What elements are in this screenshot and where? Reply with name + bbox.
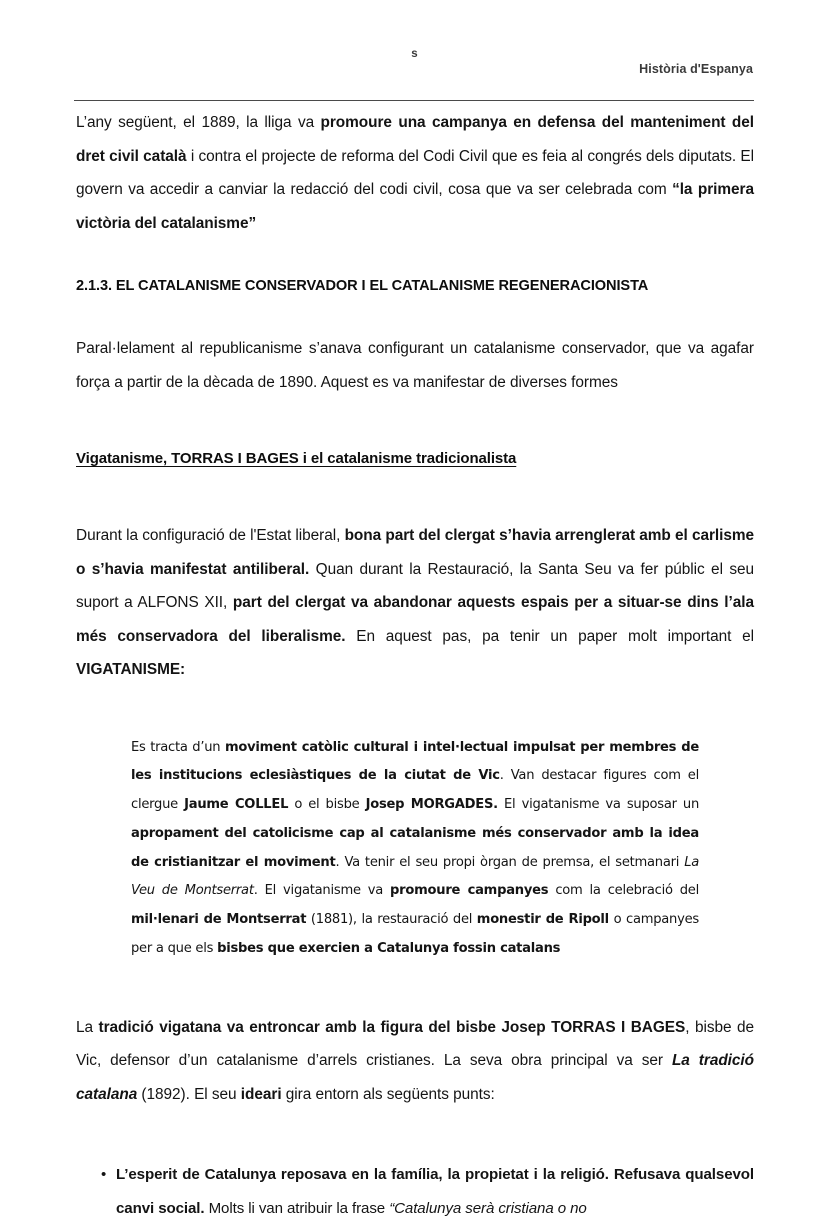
clergy-segment-5: En aquest pas, pa tenir un paper molt important el bbox=[345, 627, 754, 645]
document-body bbox=[76, 106, 754, 1225]
quote-segment-12-bold: promoure campanyes bbox=[390, 883, 549, 899]
quote-segment-9: . Va tenir el seu propi òrgan de premsa, el setmanari bbox=[335, 854, 685, 870]
page-number: s bbox=[411, 48, 418, 60]
spacer bbox=[76, 505, 754, 519]
bullet-segment-1-bold: L’esperit de Catalunya reposava en la família, la propietat i la religió. Refusava qualsevol canvi social. bbox=[116, 1166, 754, 1217]
quote-segment-11: . El vigatanisme va bbox=[253, 883, 391, 899]
quote-segment-18-bold: bisbes que exercien a Catalunya fossin catalans bbox=[217, 941, 561, 957]
section-heading-2-1-3: 2.1.3. EL CATALANISME CONSERVADOR I EL CATALANISME REGENERACIONISTA bbox=[76, 278, 649, 294]
bullet-segment-2: Molts li van atribuir la frase bbox=[204, 1199, 390, 1217]
spacer bbox=[76, 997, 754, 1011]
page-header bbox=[76, 44, 753, 86]
quote-segment-7: El vigatanisme va suposar un bbox=[497, 797, 699, 813]
quote-segment-16-bold: monestir de Ripoll bbox=[476, 912, 609, 928]
spacer bbox=[76, 472, 754, 505]
quote-segment-1: Es tracta d’un bbox=[131, 739, 225, 755]
intro-segment-4-bold: “la primera victòria del catalanisme” bbox=[76, 181, 754, 232]
quote-segment-17: o campanyes per a que els bbox=[131, 912, 699, 957]
spacer bbox=[76, 432, 754, 446]
intro-segment-1: L’any següent, el 1889, la lliga va bbox=[76, 114, 321, 131]
quote-segment-13: com la celebració del bbox=[548, 883, 699, 899]
torras-segment-2-bold: tradició vigatana va entroncar amb la figura del bisbe Josep TORRAS I BAGES bbox=[98, 1018, 686, 1036]
spacer bbox=[76, 687, 754, 720]
torras-segment-5: (1892). El seu bbox=[137, 1085, 241, 1103]
torras-segment-7: gira entorn als següents punts: bbox=[281, 1085, 495, 1103]
quote-segment-4-bold: Jaume COLLEL bbox=[184, 797, 289, 813]
ideari-bullet-list bbox=[76, 1158, 754, 1225]
intro-segment-3: i contra el projecte de reforma del Codi Civil que es feia al congrés dels diputats. El govern va accedir a canviar la redacció del codi civil, cosa que va ser celebrada com bbox=[76, 147, 754, 198]
list-item bbox=[76, 1158, 754, 1225]
quote-paragraph bbox=[131, 734, 699, 964]
quote-segment-8-bold: apropament del catolicisme cap al catalanisme més conservador amb la idea de cristianitzar el moviment bbox=[131, 825, 699, 870]
torras-segment-4-italic: La tradició catalana bbox=[76, 1052, 754, 1103]
header-document-title: Història d'Espanya bbox=[639, 62, 753, 76]
quote-segment-14-bold: mil·lenari de Montserrat bbox=[131, 912, 307, 928]
torras-segment-1: La bbox=[76, 1018, 99, 1036]
spacer bbox=[76, 964, 754, 997]
spacer bbox=[76, 399, 754, 432]
quote-segment-15: (1881), la restauració del bbox=[306, 912, 477, 928]
sub-heading-vigatanisme: Vigatanisme, TORRAS I BAGES i el catalanisme tradicionalista bbox=[76, 450, 517, 467]
quote-segment-6-bold: Josep MORGADES. bbox=[365, 797, 498, 813]
bullet-segment-3-italic: “Catalunya serà cristiana o no bbox=[389, 1199, 587, 1217]
paragraph-intro bbox=[76, 106, 754, 240]
clergy-segment-1: Durant la configuració de l'Estat liberal, bbox=[76, 527, 345, 544]
quote-segment-2-bold: moviment catòlic cultural i intel·lectual impulsat per membres de les institucions eclesiàstiques de la ciutat de Vic bbox=[131, 739, 699, 784]
torras-segment-3: , bisbe de Vic, defensor d’un catalanisme d’arrels cristianes. La seva obra principal va ser bbox=[76, 1018, 754, 1070]
clergy-segment-3: Quan durant la Restauració, la Santa Seu va fer públic el seu suport a ALFONS XII, bbox=[76, 560, 754, 611]
clergy-segment-4-bold: part del clergat va abandonar aquests espais per a situar-se dins l’ala més conservadora del liberalisme. bbox=[76, 594, 754, 645]
quote-segment-3: . Van destacar figures com el clergue bbox=[131, 768, 699, 813]
header-divider-rule bbox=[74, 100, 754, 101]
torras-segment-6-bold: ideari bbox=[240, 1085, 282, 1103]
paragraph-section-intro: Paral·lelament al republicanisme s’anava configurant un catalanisme conservador, que va agafar força a partir de la dècada de 1890. Aquest es va manifestar de diverses formes bbox=[76, 340, 754, 391]
paragraph-clergat bbox=[76, 519, 754, 687]
spacer bbox=[76, 299, 754, 332]
spacer bbox=[76, 1111, 754, 1144]
bullet-marker-icon: • bbox=[101, 1166, 107, 1184]
quote-segment-5: o el bisbe bbox=[288, 797, 366, 813]
clergy-segment-6-bold: VIGATANISME: bbox=[76, 661, 186, 678]
paragraph-torras-i-bages bbox=[76, 1011, 754, 1112]
quote-block-vigatanisme bbox=[76, 734, 699, 964]
spacer bbox=[76, 240, 754, 273]
spacer bbox=[76, 1144, 754, 1158]
spacer bbox=[76, 720, 754, 734]
clergy-segment-2-bold: bona part del clergat s’havia arrenglerat amb el carlisme o s’havia manifestat antiliberal. bbox=[76, 527, 755, 578]
quote-segment-10-italic: La Veu de Montserrat bbox=[131, 854, 700, 899]
intro-segment-2-bold: promoure una campanya en defensa del manteniment del dret civil català bbox=[76, 114, 754, 165]
sub-heading-wrapper bbox=[76, 446, 754, 472]
